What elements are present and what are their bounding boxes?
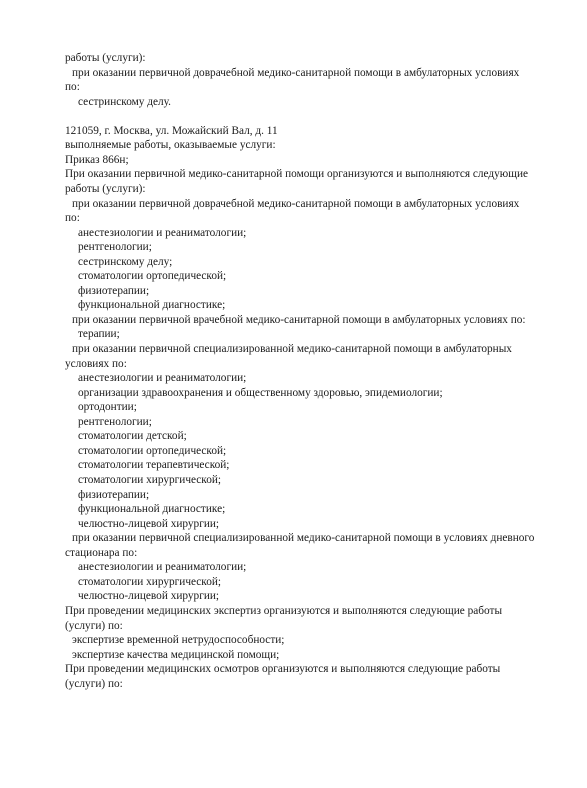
paragraph-line: (услуги) по: (65, 619, 123, 632)
paragraph-line: по: (65, 212, 80, 225)
list-item-line: функциональной диагностике; (78, 299, 226, 312)
list-item-line: терапии; (78, 328, 120, 341)
paragraph-line: работы (услуги): (65, 183, 146, 195)
list-item-line: экспертизе временной нетрудоспособности; (72, 634, 285, 646)
paragraph-line: работы (услуги): (65, 52, 146, 64)
list-item-line: стоматологии ортопедической; (78, 444, 227, 457)
paragraph-line: (услуги) по: (65, 677, 123, 690)
list-item-line: физиотерапии; (78, 284, 150, 297)
paragraph-line: условиях по: (65, 357, 127, 370)
list-item-line: при оказании первичной врачебной медико-санитарной помощи в амбулаторных условиях по: (72, 313, 526, 326)
list-item-line: при оказании первичной специализированной медико-санитарной помощи в амбулаторных (72, 343, 512, 355)
list-item-line: ортодонтии; (78, 401, 137, 414)
list-item-line: при оказании первичной доврачебной медико-санитарной помощи в амбулаторных условиях (72, 66, 520, 79)
list-item-line: стоматологии хирургической; (78, 474, 222, 486)
paragraph-line: При проведении медицинских экспертиз организуются и выполняются следующие работы (65, 604, 503, 617)
list-item-line: анестезиологии и реаниматологии; (78, 226, 247, 239)
paragraph-line: Приказ 866н; (65, 153, 129, 166)
list-item-line: стоматологии детской; (78, 430, 187, 443)
list-item-line: челюстно-лицевой хирургии; (78, 590, 220, 603)
list-item-line: при оказании первичной специализированной медико-санитарной помощи в условиях дневного (72, 532, 535, 545)
list-item-line: рентгенологии; (78, 415, 152, 428)
list-item-line: организации здравоохранения и общественному здоровью, эпидемиологии; (78, 386, 443, 399)
list-item-line: анестезиологии и реаниматологии; (78, 561, 247, 574)
list-item-line: рентгенологии; (78, 241, 152, 254)
list-item-line: сестринскому делу; (78, 255, 173, 268)
list-item-line: стоматологии терапевтической; (78, 459, 230, 472)
paragraph-line: стационара по: (65, 546, 138, 559)
list-item-line: стоматологии ортопедической; (78, 270, 227, 283)
list-item-line: физиотерапии; (78, 488, 150, 501)
list-item-line: экспертизе качества медицинской помощи; (72, 648, 280, 661)
paragraph-line: по: (65, 81, 80, 94)
list-item-line: функциональной диагностике; (78, 503, 226, 516)
list-item-line: челюстно-лицевой хирургии; (78, 517, 220, 530)
paragraph-line: При проведении медицинских осмотров организуются и выполняются следующие работы (65, 663, 501, 676)
paragraph-line: 121059, г. Москва, ул. Можайский Вал, д. 11 (65, 124, 278, 137)
list-item-line: при оказании первичной доврачебной медико-санитарной помощи в амбулаторных условиях (72, 197, 520, 210)
paragraph-line: При оказании первичной медико-санитарной помощи организуются и выполняются следующие (65, 168, 529, 181)
list-item-line: сестринскому делу. (78, 95, 172, 108)
list-item-line: анестезиологии и реаниматологии; (78, 372, 247, 385)
list-item-line: стоматологии хирургической; (78, 575, 222, 588)
paragraph-line: выполняемые работы, оказываемые услуги: (65, 139, 276, 152)
